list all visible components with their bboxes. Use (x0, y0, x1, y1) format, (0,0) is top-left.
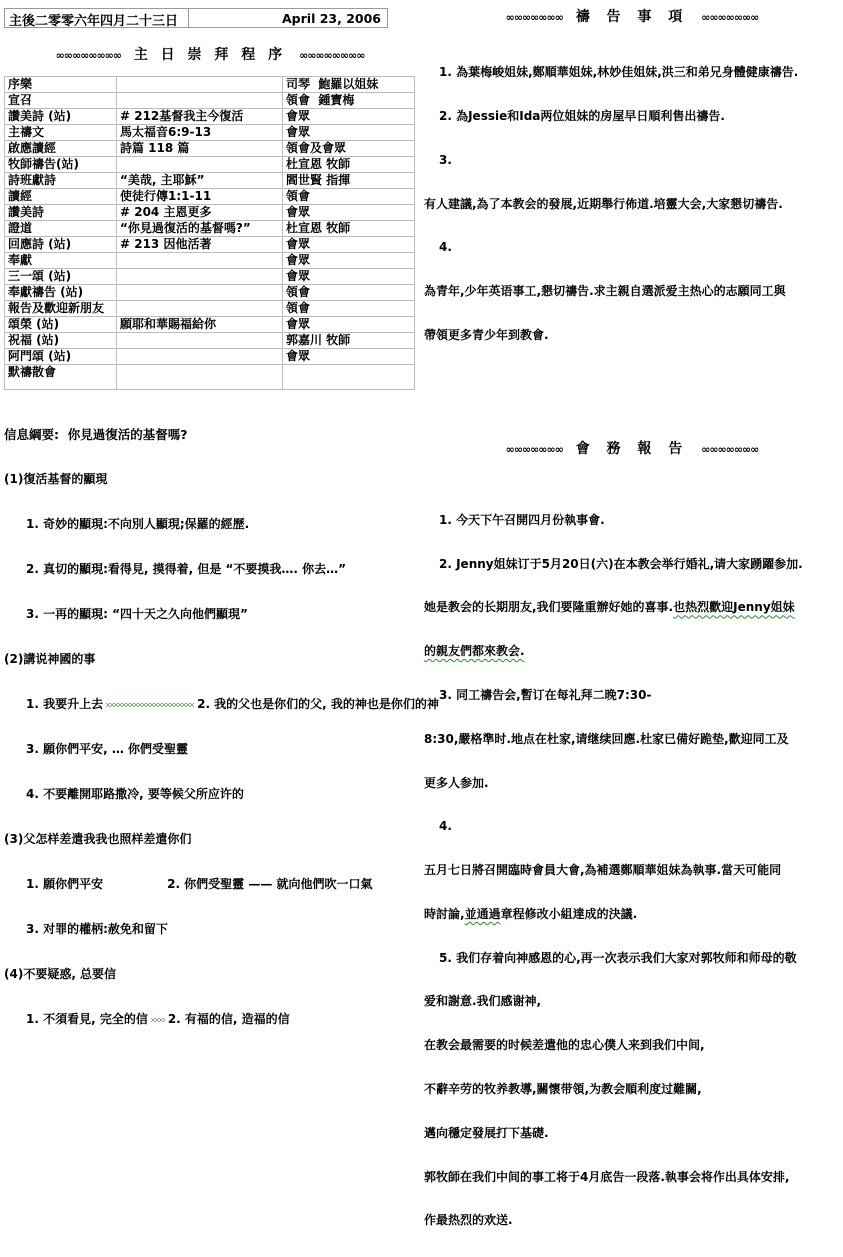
report-line: 5. 我们存着向神感恩的心,再一次表示我们大家对郭牧师和师母的敬 (439, 950, 797, 965)
prayer-items-list (424, 36, 840, 372)
program-detail (117, 301, 283, 317)
program-leader: 閻世賢 指揮 (283, 173, 415, 189)
program-item: 啟應讀經 (5, 141, 117, 157)
sermon-outline-heading: 信息綱要: 你見過復活的基督嗎? (4, 427, 188, 442)
program-leader: 郭嘉川 牧師 (283, 333, 415, 349)
table-row (5, 109, 415, 125)
report-line: 2. Jenny姐妹订于5月20日(六)在本教会举行婚礼,请大家踴躍参加. (439, 556, 803, 571)
report-line: 作最热烈的欢送. (424, 1213, 513, 1228)
program-detail: # 204 主恩更多 (117, 205, 283, 221)
outline-text: 1. 我要升上去 (26, 697, 104, 711)
program-leader: 領會及會眾 (283, 141, 415, 157)
date-chinese: 主後二零零六年四月二十三日 (5, 9, 189, 27)
grammar-squiggle-text: 也热烈歡迎Jenny姐妹 (673, 600, 795, 615)
report-text: 時討論, (424, 906, 465, 921)
table-row (5, 77, 415, 93)
outline-text: 2. 你們受聖靈 —— 就向他們吹一口氣 (167, 877, 373, 891)
report-line (424, 907, 840, 922)
table-row (5, 205, 415, 221)
outline-line: (4)不要疑惑, 总要信 (4, 967, 117, 981)
right-column (424, 4, 840, 1257)
outline-line: 3. 一再的顯現: “四十天之久向他們顯現” (26, 607, 248, 621)
program-detail (117, 333, 283, 349)
outline-line: 2. 真切的顯現:看得見, 摸得着, 但是 “不要摸我…. 你去…” (26, 562, 347, 576)
program-detail: 使徒行傳1:1-11 (117, 189, 283, 205)
report-line (424, 600, 840, 615)
program-leader: 杜宣恩 牧師 (283, 221, 415, 237)
service-order-title (4, 44, 416, 64)
program-detail: 願耶和華賜福給你 (117, 317, 283, 333)
report-line: 4. (439, 819, 452, 834)
program-item: 牧師禱告(站) (5, 157, 117, 173)
program-detail (117, 365, 283, 390)
report-line: 不辭辛劳的牧养教導,關懷带領,为教会順利度过難關, (424, 1082, 702, 1096)
program-leader: 會眾 (283, 317, 415, 333)
church-affairs-title (424, 438, 840, 458)
program-detail: # 212基督我主今復活 (117, 109, 283, 125)
program-detail (117, 157, 283, 173)
grammar-squiggle-text: 並通過 (464, 906, 501, 921)
outline-line (4, 1012, 416, 1027)
outline-line: 3. 願你們平安, … 你們受聖靈 (26, 742, 189, 756)
table-row (5, 173, 415, 189)
table-row (5, 93, 415, 109)
report-line (424, 644, 840, 659)
prayer-items-title (424, 6, 840, 26)
section-title-text: 主 日 崇 拜 程 序 (133, 47, 287, 63)
outline-line: (3)父怎样差遣我我也照样差遣你们 (4, 832, 192, 846)
program-detail (117, 285, 283, 301)
program-detail: 詩篇 118 篇 (117, 141, 283, 157)
section-title-text: 會 務 報 告 (575, 440, 689, 457)
program-leader: 會眾 (283, 253, 415, 269)
left-column (4, 8, 439, 1057)
report-line: 8:30,嚴格準时.地点在杜家,请继续回應.杜家已備好跪垫,歡迎同工及 (424, 731, 789, 746)
outline-line: (2)講说神國的事 (4, 652, 96, 666)
program-item: 序樂 (5, 77, 117, 93)
program-leader: 會眾 (283, 237, 415, 253)
outline-line (4, 697, 439, 712)
program-item: 阿門頌 (站) (5, 349, 117, 365)
table-row (5, 141, 415, 157)
program-leader: 領會 (283, 189, 415, 205)
program-leader: 杜宣恩 牧師 (283, 157, 415, 173)
prayer-line: 3. (439, 152, 452, 167)
report-line: 郭牧師在我们中间的事工将于4月底告一段落.執事会将作出具体安排, (424, 1169, 790, 1184)
outline-line: (1)復活基督的顯現 (4, 472, 108, 486)
program-detail: 馬太福音6:9-13 (117, 125, 283, 141)
report-line: 更多人参加. (424, 775, 489, 790)
prayer-line: 1. 為葉梅峻姐妹,鄭順華姐妹,林妙佳姐妹,洪三和弟兄身體健康禱告. (439, 65, 799, 80)
table-row (5, 157, 415, 173)
table-row (5, 269, 415, 285)
program-item: 奉獻禱告 (站) (5, 285, 117, 301)
church-affairs-list (424, 484, 840, 1257)
program-leader: 領會 鍾寶梅 (283, 93, 415, 109)
date-english: April 23, 2006 (282, 11, 381, 26)
prayer-line: 帶領更多青少年到教會. (424, 327, 549, 342)
program-leader: 會眾 (283, 109, 415, 125)
program-leader: 會眾 (283, 349, 415, 365)
program-detail (117, 93, 283, 109)
report-text: 她是教会的长期朋友,我们要隆重辦好她的喜事. (424, 600, 674, 615)
grammar-squiggle-icon (151, 1018, 165, 1022)
grammar-squiggle-text: 的親友們都來教会. (424, 644, 525, 659)
report-line: 在教会最需要的时候差遣他的忠心僕人来到我们中间, (424, 1038, 705, 1053)
program-leader: 會眾 (283, 125, 415, 141)
date-header (4, 8, 388, 28)
program-item: 祝福 (站) (5, 333, 117, 349)
chain-ornament-icon: ∞∞∞∞∞∞∞ (701, 11, 759, 24)
report-line: 邁向穩定發展打下基礎. (424, 1125, 549, 1140)
outline-text: 1. 願你們平安 (26, 877, 104, 891)
report-line: 3. 同工禱告会,暫订在每礼拜二晚7:30- (439, 687, 652, 702)
program-detail (117, 77, 283, 93)
program-detail: “美哉, 主耶穌” (117, 173, 283, 189)
table-row (5, 125, 415, 141)
program-leader: 領會 (283, 285, 415, 301)
program-item: 奉獻 (5, 253, 117, 269)
program-item: 默禱散會 (5, 365, 117, 390)
report-line: 爱和謝意.我们感谢神, (424, 994, 542, 1009)
table-row (5, 317, 415, 333)
program-item: 報告及歡迎新朋友 (5, 301, 117, 317)
chain-ornament-icon: ∞∞∞∞∞∞∞ (701, 442, 759, 456)
worship-program-table (4, 76, 415, 390)
table-row (5, 237, 415, 253)
scroll-ornament-icon: ∞∞∞∞∞∞∞∞ (299, 49, 365, 62)
program-detail (117, 253, 283, 269)
program-detail: “你見過復活的基督嗎?” (117, 221, 283, 237)
program-item: 證道 (5, 221, 117, 237)
outline-text: 1. 不須看見, 完全的信 (26, 1012, 148, 1026)
program-detail (117, 349, 283, 365)
outline-line (4, 877, 416, 892)
sermon-outline (4, 397, 439, 1057)
report-text: 章程修改小組達成的決議. (500, 906, 638, 921)
program-item: 讚美詩 (5, 205, 117, 221)
outline-line: 4. 不要離開耶路撒冷, 要等候父所应许的 (26, 787, 244, 801)
report-line: 五月七日將召開臨時會員大會,為補選鄭順華姐妹為執事.當天可能同 (424, 863, 782, 878)
program-item: 三一頌 (站) (5, 269, 117, 285)
table-row (5, 365, 415, 390)
table-row (5, 301, 415, 317)
program-leader: 會眾 (283, 269, 415, 285)
program-leader: 會眾 (283, 205, 415, 221)
program-item: 詩班獻詩 (5, 173, 117, 189)
program-item: 主禱文 (5, 125, 117, 141)
table-row (5, 285, 415, 301)
prayer-line: 4. (439, 240, 452, 255)
grammar-squiggle-icon (106, 703, 194, 707)
prayer-line: 有人建議,為了本教会的發展,近期舉行佈道.培靈大会,大家懇切禱告. (424, 196, 783, 211)
outline-text: 2. 有福的信, 造福的信 (167, 1012, 290, 1026)
outline-line: 1. 奇妙的顯現:不向別人顯現;保羅的經歷. (26, 517, 250, 531)
program-leader (283, 365, 415, 390)
program-leader: 司琴 鮑羅以姐妹 (283, 77, 415, 93)
table-row (5, 189, 415, 205)
chain-ornament-icon: ∞∞∞∞∞∞∞ (505, 442, 563, 456)
program-detail (117, 269, 283, 285)
table-row (5, 349, 415, 365)
program-item: 讚美詩 (站) (5, 109, 117, 125)
program-detail: # 213 因他活著 (117, 237, 283, 253)
program-item: 頌榮 (站) (5, 317, 117, 333)
prayer-line: 為青年,少年英语事工,懇切禱告.求主親自選派爱主热心的志願同工與 (424, 284, 786, 299)
scroll-ornament-icon: ∞∞∞∞∞∞∞∞ (55, 49, 121, 62)
program-item: 讀經 (5, 189, 117, 205)
program-item: 宣召 (5, 93, 117, 109)
table-row (5, 253, 415, 269)
report-line: 1. 今天下午召開四月份執事會. (439, 512, 605, 527)
table-row (5, 333, 415, 349)
prayer-line: 2. 為Jessie和Ida两位姐妹的房屋早日順利售出禱告. (439, 108, 725, 123)
program-item: 回應詩 (站) (5, 237, 117, 253)
chain-ornament-icon: ∞∞∞∞∞∞∞ (505, 11, 563, 24)
outline-line: 3. 对罪的權柄:赦免和留下 (26, 922, 168, 936)
table-row (5, 221, 415, 237)
outline-text: 2. 我的父也是你们的父, 我的神也是你们的神 (197, 697, 439, 711)
program-leader: 領會 (283, 301, 415, 317)
section-title-text: 禱 告 事 項 (575, 9, 689, 25)
